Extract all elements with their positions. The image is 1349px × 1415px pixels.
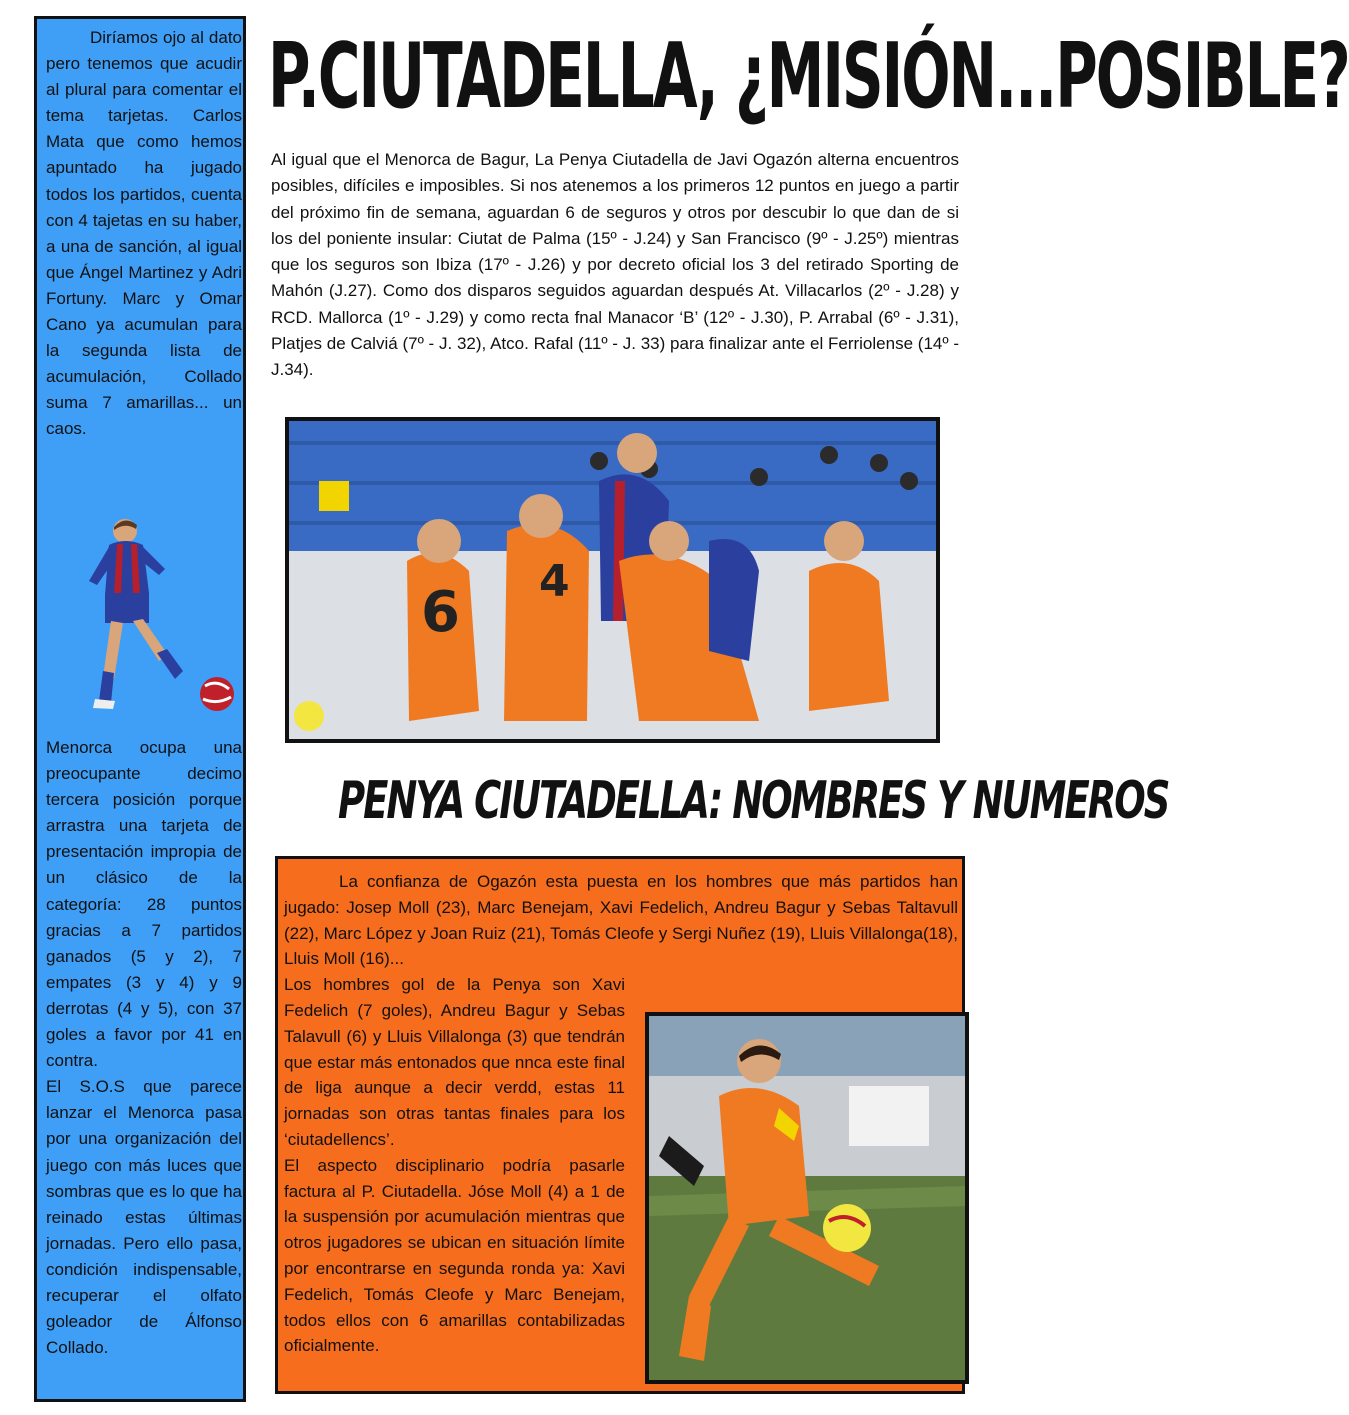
sidebar-bottom-text <box>46 735 242 1361</box>
player-kick-photo <box>645 1012 969 1384</box>
page-title: P.CIUTADELLA, ¿MISIÓN...POSIBLE? <box>268 23 1349 129</box>
match-action-illustration <box>289 421 936 739</box>
stats-discipline-paragraph: El aspecto disciplinario podría pasarle factura al P. Ciutadella. Jóse Moll (4) a 1 de la suspensión por acumulación mientras que otros jugadores se ubican en situación límite por encontrarse en segunda ronda ya: Xavi Fedelich, Tomás Cleofe y Marc Benejam, todos ellos con 6 amarillas contabilizadas oficialmente. <box>284 1155 625 1356</box>
jersey-number-center: 4 <box>539 556 570 607</box>
match-action-photo <box>285 417 940 743</box>
jersey-number-left: 6 <box>421 580 460 645</box>
sidebar <box>34 16 246 1402</box>
player-kick-illustration <box>649 1016 965 1380</box>
sidebar-standing-paragraph: Menorca ocupa una preocupante decimo tercera posición porque arrastra una tarjeta de presentación impropia de un clásico de la categoría: 28 puntos gracias a 7 partidos ganados (5 y 2), 7 empates (3 y 4) y 9 derrotas (4 y 5), con 37 goles a favor por 41 en contra. <box>46 738 242 1071</box>
stats-scorers-paragraph: Los hombres gol de la Penya son Xavi Fedelich (7 goles), Andreu Bagur y Sebas Talavull (6) y Lluis Villalonga (3) que tendrán que estar más entonados que nnca este final de liga aunque a decir verdd, estas 11 jornadas son otras tantas finales para los ‘ciutadellencs’. <box>284 975 625 1149</box>
section-title: PENYA CIUTADELLA: NOMBRES Y NUMEROS <box>338 770 1169 831</box>
player-cutout-image <box>67 511 247 721</box>
sidebar-sos-paragraph: El S.O.S que parece lanzar el Menorca pasa por una organización del juego con más luces que sombras que es lo que ha reinado estas últimas jornadas. Pero ello pasa, condición indispensable, recuperar el olfato goleador de Álfonso Collado. <box>46 1077 242 1358</box>
sidebar-top-text <box>46 25 242 443</box>
stats-appearances-paragraph: La confianza de Ogazón esta puesta en los hombres que más partidos han jugado: Josep Moll (23), Marc Benejam, Xavi Fedelich, Andreu Bagur y Sebas Taltavull (22), Marc López y Joan Ruiz (21), Tomás Cleofe y Sergi Nuñez (19), Lluis Villalonga(18), Lluis Moll (16)... <box>284 872 959 969</box>
sidebar-cards-paragraph: Diríamos ojo al dato pero tenemos que acudir al plural para comentar el tema tarjetas. Carlos Mata que como hemos apuntado ha jugado todos los partidos, cuenta con 4 tajetas en su haber, a una de sanción, al igual que Ángel Martinez y Adri Fortuny. Marc y Omar Cano ya acumulan para la segunda lista de acumulación, Collado suma 7 amarillas... un caos. <box>46 28 242 439</box>
intro-paragraph: Al igual que el Menorca de Bagur, La Penya Ciutadella de Javi Ogazón alterna encuentros posibles, difíciles e imposibles. Si nos atenemos a los primeros 12 puntos en juego a partir del próximo fin de semana, aguardan 6 de seguros y otros por descubir lo que dan de si los del poniente insular: Ciutat de Palma (15º - J.24) y San Francisco (9º - J.25º) mientras que los seguros son Ibiza (17º - J.26) y por decreto oficial los 3 del retirado Sporting de Mahón (J.27). Como dos disparos seguidos aguardan después At. Villacarlos (2º - J.28) y RCD. Mallorca (1º - J.29) y como recta fnal Manacor ‘B’ (12º - J.30), P. Arrabal (6º - J.31), Platjes de Calviá (7º - J. 32), Atco. Rafal (11º - J. 33) para finalizar ante el Ferriolense (14º - J.34). <box>271 150 959 380</box>
